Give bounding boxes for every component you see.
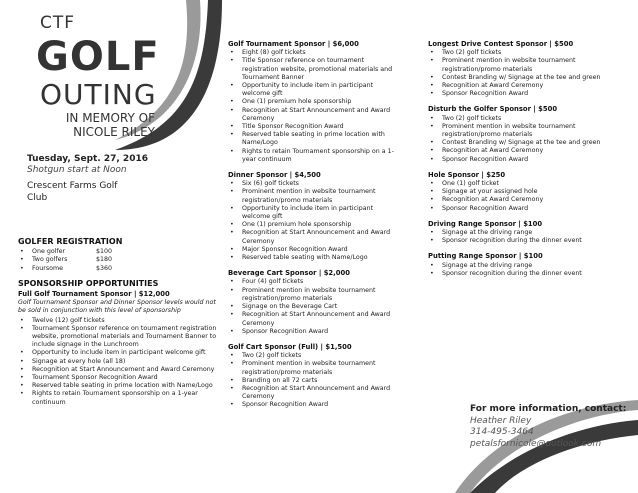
registration-price: $100 [96, 248, 113, 256]
title-ctf: CTF [40, 13, 76, 33]
list-item: • Sponsor recognition during the dinner event [428, 270, 620, 278]
list-item: • Reserved table seating in prime location with Name/Logo [18, 382, 218, 390]
driving-range-sponsor-list [428, 229, 620, 245]
list-item: • Sponsor Recognition Award [428, 205, 620, 213]
list-item: • Prominent mention in website tournament registration/promo materials [228, 360, 398, 376]
list-item: • Sponsor Recognition Award [428, 90, 620, 98]
list-item: • One (1) premium hole sponsorship [228, 98, 398, 106]
registration-row [18, 256, 218, 264]
list-item: • Recognition at Start Announcement and Award Ceremony [228, 311, 398, 327]
list-item: • One (1) golf ticket [428, 180, 620, 188]
beverage-cart-sponsor-list [228, 278, 398, 335]
contact-email: petalsfornicole@outlook.com [470, 438, 602, 449]
list-item: • Reserved table seating in prime location with Name/Logo [228, 131, 398, 147]
event-start-time: Shotgun start at Noon [27, 165, 127, 175]
list-item: • Six (6) golf tickets [228, 180, 398, 188]
list-item: • Two (2) golf tickets [228, 352, 398, 360]
list-item: • Prominent mention in website tournament registration/promo materials [228, 188, 398, 204]
longest-drive-sponsor-list [428, 49, 620, 98]
event-date: Tuesday, Sept. 27, 2016 [27, 154, 148, 164]
registration-row [18, 248, 218, 256]
list-item: • Recognition at Award Ceremony [428, 82, 620, 90]
list-item: • Eight (8) golf tickets [228, 49, 398, 57]
list-item: • Contest Branding w/ Signage at the tee and green [428, 74, 620, 82]
memorial-line-2: NICOLE RILEY [73, 125, 155, 139]
golf-cart-sponsor-title: Golf Cart Sponsor (Full) | $1,500 [228, 342, 352, 351]
dinner-sponsor-list [228, 180, 398, 262]
dinner-sponsor-title: Dinner Sponsor | $4,500 [228, 171, 321, 180]
list-item: • Twelve (12) golf tickets [18, 317, 218, 325]
registration-label: • Foursome [32, 264, 63, 272]
list-item: • Reserved table seating with Name/Logo [228, 254, 398, 262]
list-item: • Two (2) golf tickets [428, 49, 620, 57]
registration-label: • One golfer [32, 248, 66, 256]
list-item: • Sponsor recognition during the dinner event [428, 237, 620, 245]
disturb-golfer-sponsor-list [428, 115, 620, 164]
beverage-cart-sponsor-title: Beverage Cart Sponsor | $2,000 [228, 269, 350, 278]
right-column [428, 40, 620, 285]
list-item: • Rights to retain Tournament sponsorship on a 1-year continuum [18, 390, 218, 406]
list-item: • Title Sponsor reference on tournament registration website, promotional materials and Tournament Banner [228, 57, 398, 82]
full-golf-sponsor-list [18, 317, 218, 407]
list-item: • Rights to retain Tournament sponsorship on a 1-year continuum [228, 148, 398, 164]
list-item: • Title Sponsor Recognition Award [228, 123, 398, 131]
golf-cart-sponsor-list [228, 352, 398, 409]
list-item: • Prominent mention in website tournament registration/promo materials [428, 123, 620, 139]
full-golf-sponsor-note: Golf Tournament Sponsor and Dinner Sponsor levels would not be sold in conjunction with this level of sponsorship [18, 299, 216, 315]
list-item: • Recognition at Start Announcement and Award Ceremony [228, 385, 398, 401]
list-item: • Recognition at Start Announcement and Award Ceremony [228, 107, 398, 123]
memorial-line-1: IN MEMORY OF [65, 111, 155, 125]
list-item: • Opportunity to include item in participant welcome gift [228, 205, 398, 221]
list-item: • Tournament Sponsor Recognition Award [18, 374, 218, 382]
putting-range-sponsor-list [428, 262, 620, 278]
golf-tournament-sponsor-list [228, 49, 398, 164]
list-item: • Sponsor Recognition Award [228, 401, 398, 409]
list-item: • Four (4) golf tickets [228, 278, 398, 286]
disturb-golfer-sponsor-title: Disturb the Golfer Sponsor | $500 [428, 105, 558, 114]
contact-name: Heather Riley [470, 415, 532, 426]
list-item: • Prominent mention in website tournament registration/promo materials [428, 57, 620, 73]
list-item: • Signage at your assigned hole [428, 188, 620, 196]
list-item: • Recognition at Start Announcement and Award Ceremony [18, 366, 218, 374]
list-item: • Recognition at Award Ceremony [428, 147, 620, 155]
list-item: • Prominent mention in website tournament registration/promo materials [228, 287, 398, 303]
driving-range-sponsor-title: Driving Range Sponsor | $100 [428, 219, 543, 228]
golf-tournament-sponsor-title: Golf Tournament Sponsor | $6,000 [228, 40, 359, 48]
list-item: • Major Sponsor Recognition Award [228, 246, 398, 254]
list-item: • Recognition at Start Announcement and Award Ceremony [228, 229, 398, 245]
contact-title: For more information, contact: [470, 404, 627, 414]
list-item: • Signage at the driving range [428, 262, 620, 270]
registration-title: GOLFER REGISTRATION [18, 237, 123, 246]
list-item: • One (1) premium hole sponsorship [228, 221, 398, 229]
title-golf: GOLF [36, 34, 160, 80]
hole-sponsor-title: Hole Sponsor | $250 [428, 170, 506, 179]
contact-block [470, 404, 626, 450]
list-item: • Two (2) golf tickets [428, 115, 620, 123]
longest-drive-sponsor-title: Longest Drive Contest Sponsor | $500 [428, 40, 574, 48]
registration-price: $180 [96, 256, 113, 264]
list-item: • Signage at every hole (all 18) [18, 358, 218, 366]
registration-price: $360 [96, 264, 113, 272]
list-item: • Contest Branding w/ Signage at the tee and green [428, 139, 620, 147]
middle-column [228, 40, 398, 417]
list-item: • Sponsor Recognition Award [428, 156, 620, 164]
list-item: • Sponsor Recognition Award [228, 328, 398, 336]
list-item: • Tournament Sponsor reference on tournament registration website, promotional materials and Tournament Banner to include signage in the Lunchroom [18, 325, 218, 350]
full-golf-sponsor-title: Full Golf Tournament Sponsor | $12,000 [18, 290, 170, 299]
list-item: • Branding on all 72 carts [228, 377, 398, 385]
list-item: • Recognition at Award Ceremony [428, 196, 620, 204]
title-outing: OUTING [40, 78, 157, 111]
putting-range-sponsor-title: Putting Range Sponsor | $100 [428, 252, 543, 261]
event-venue: Crescent Farms Golf Club [27, 181, 118, 203]
registration-list [18, 248, 218, 273]
list-item: • Signage on the Beverage Cart [228, 303, 398, 311]
hole-sponsor-list [428, 180, 620, 213]
list-item: • Opportunity to include item in participant welcome gift [228, 82, 398, 98]
memorial-line [60, 111, 155, 139]
registration-row [18, 265, 218, 273]
left-column [18, 238, 218, 414]
list-item: • Opportunity to include item in participant welcome gift [18, 349, 218, 357]
list-item: • Signage at the driving range [428, 229, 620, 237]
contact-phone: 314-495-3464 [470, 427, 534, 437]
sponsorship-title: SPONSORSHIP OPPORTUNITIES [18, 278, 159, 288]
registration-label: • Two golfers [32, 256, 68, 264]
